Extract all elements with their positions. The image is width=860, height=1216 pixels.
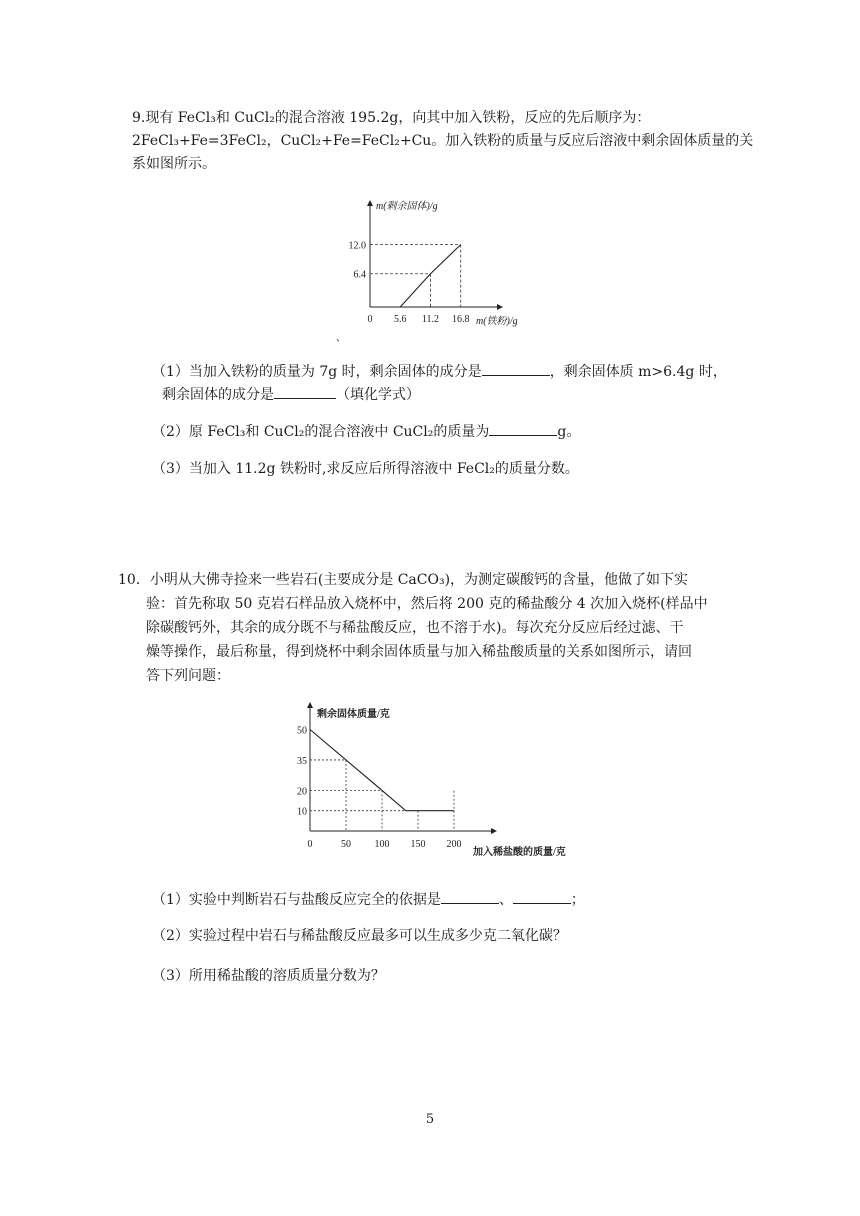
q9-sub2-text-a: （2）原 FeCl₃和 CuCl₂的混合溶液中 CuCl₂的质量为 — [152, 424, 490, 440]
q10-y-tick-label: 35 — [297, 755, 307, 767]
page-number: 5 — [425, 1112, 435, 1127]
q10-sub1-answer-blank-1[interactable] — [441, 889, 499, 904]
q9-sub2-line — [152, 421, 580, 442]
q10-x-tick-label: 150 — [410, 839, 426, 850]
q9-chart-mark: 、 — [336, 333, 346, 344]
q10-intro-line-2: 验：首先称取 50 克岩石样品放入烧杯中，然后将 200 克的稀盐酸分 4 次加入烧杯(样品中 — [146, 596, 708, 612]
q9-x-tick-label: 16.8 — [451, 314, 470, 325]
q10-sub3-line: （3）所用稀盐酸的溶质质量分数为？ — [152, 968, 385, 984]
q9-x-axis-label: m(铁粉)/g — [476, 316, 518, 327]
q10-x-tick-label: 0 — [307, 839, 313, 850]
q9-sub1-text-a: （1）当加入铁粉的质量为 7g 时，剩余固体的成分是 — [152, 364, 482, 380]
q10-sub1-separator: 、 — [498, 892, 513, 908]
q9-sub2-text-b: g。 — [557, 424, 581, 440]
q9-intro-line-3: 系如图所示。 — [132, 156, 216, 172]
q9-chart — [330, 195, 540, 345]
q10-sub1-text: （1）实验中判断岩石与盐酸反应完全的依据是 — [152, 892, 441, 908]
q9-x-tick-label: 11.2 — [421, 314, 440, 325]
q9-sub2-answer-blank[interactable] — [489, 421, 557, 436]
q10-x-tick-label: 50 — [341, 839, 351, 850]
q10-sub2-line: （2）实验过程中岩石与稀盐酸反应最多可以生成多少克二氧化碳？ — [152, 928, 567, 944]
q10-y-tick-label: 50 — [297, 725, 307, 737]
q10-intro-line-3: 除碳酸钙外，其余的成分既不与稀盐酸反应，也不溶于水)。每次充分反应后经过滤、干 — [146, 620, 684, 636]
q10-sub1-line — [152, 889, 585, 910]
q9-sub1-answer-blank-1[interactable] — [482, 361, 550, 376]
q9-y-axis-label: m(剩余固体)/g — [376, 201, 438, 212]
q9-x-tick-label: 0 — [367, 314, 373, 325]
q9-y-tick-label: 6.4 — [353, 269, 366, 281]
q10-intro-line-4: 燥等操作，最后称量，得到烧杯中剩余固体质量与加入稀盐酸质量的关系如图所示，请回 — [146, 644, 692, 660]
q9-sub3-line: （3）当加入 11.2g 铁粉时,求反应后所得溶液中 FeCl₂的质量分数。 — [152, 461, 579, 477]
q10-sub1-answer-blank-2[interactable] — [513, 889, 571, 904]
q10-sub1-end: ； — [570, 892, 585, 908]
q10-intro-line-5: 答下列问题： — [146, 668, 230, 684]
q10-y-tick-label: 20 — [297, 786, 307, 798]
q10-y-axis-label: 剩余固体质量/克 — [317, 709, 390, 720]
q10-y-tick-label: 10 — [297, 806, 307, 818]
q9-y-tick-label: 12.0 — [348, 240, 366, 252]
q9-sub1-text-b: ，剩余固体质 m>6.4g 时， — [549, 364, 727, 380]
q9-sub1-line-1 — [152, 361, 727, 382]
q10-x-tick-label: 100 — [374, 839, 390, 850]
q9-intro-line-2: 2FeCl₃+Fe=3FeCl₂，CuCl₂+Fe=FeCl₂+Cu。加入铁粉的质量与反应后溶液中剩余固体质量的关 — [132, 133, 754, 149]
q10-intro-line-1: 10．小明从大佛寺捡来一些岩石(主要成分是 CaCO₃)，为测定碳酸钙的含量，他做了如下实 — [118, 572, 689, 588]
q9-sub1-answer-blank-2[interactable] — [274, 384, 336, 399]
q10-chart — [290, 698, 610, 863]
q9-sub1-text-d: （填化学式） — [336, 387, 420, 403]
q9-intro-line-1: 9.现有 FeCl₃和 CuCl₂的混合溶液 195.2g，向其中加入铁粉，反应的先后顺序为： — [132, 110, 651, 126]
q10-x-tick-label: 200 — [446, 839, 462, 850]
q10-x-axis-label: 加入稀盐酸的质量/克 — [473, 847, 566, 858]
q9-sub1-text-c: 剩余固体的成分是 — [162, 387, 274, 403]
q9-x-tick-label: 5.6 — [393, 314, 407, 325]
q9-sub1-line-2 — [162, 384, 420, 405]
